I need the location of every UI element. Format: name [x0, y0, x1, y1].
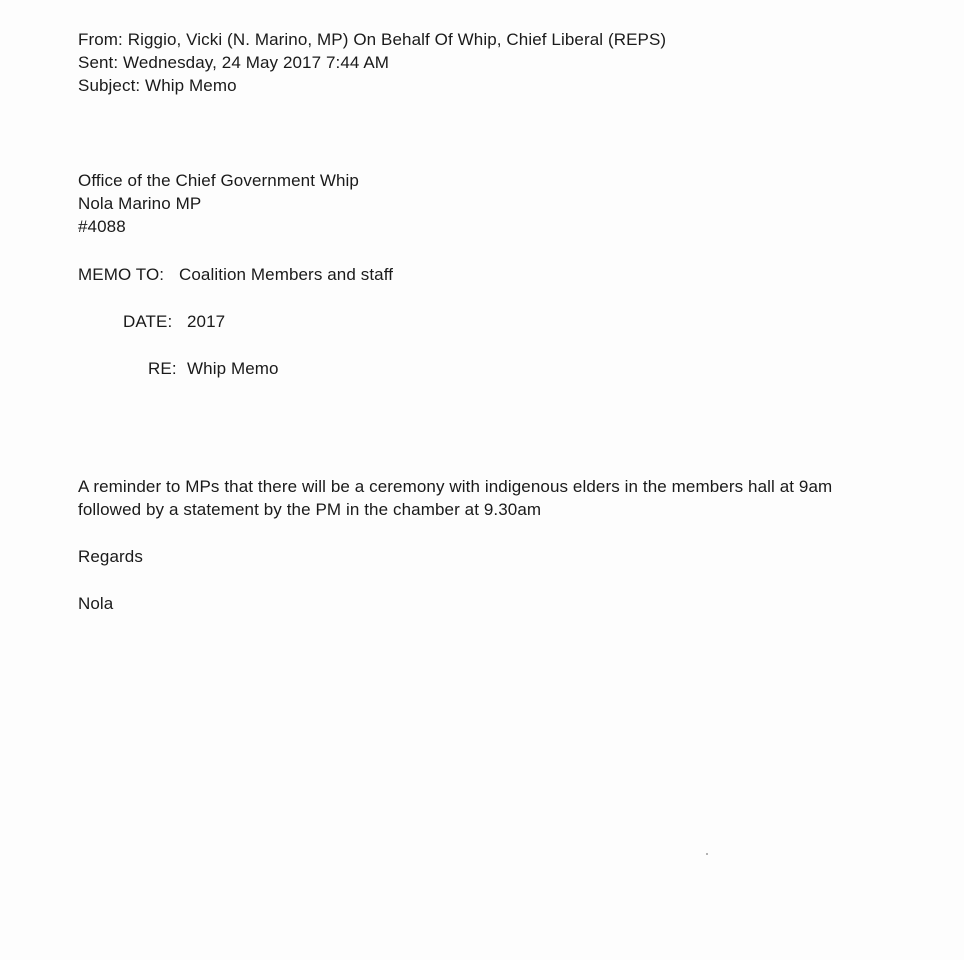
- office-name: Office of the Chief Government Whip: [78, 171, 359, 190]
- signature: Nola: [78, 594, 114, 613]
- memo-to-label: MEMO TO:: [78, 265, 165, 284]
- office-member: Nola Marino MP: [78, 194, 202, 213]
- memo-to-value: Coalition Members and staff: [179, 265, 394, 284]
- email-sent: Sent: Wednesday, 24 May 2017 7:44 AM: [78, 53, 390, 72]
- memo-date-value: 2017: [187, 312, 226, 331]
- closing: Regards: [78, 547, 143, 566]
- body-line-2: followed by a statement by the PM in the chamber at 9.30am: [78, 500, 542, 519]
- memo-date-label: DATE:: [123, 312, 173, 331]
- scan-speck: [706, 853, 708, 855]
- email-from: From: Riggio, Vicki (N. Marino, MP) On Behalf Of Whip, Chief Liberal (REPS): [78, 30, 667, 49]
- memo-re-value: Whip Memo: [187, 359, 279, 378]
- email-subject: Subject: Whip Memo: [78, 76, 237, 95]
- memo-re-label: RE:: [148, 359, 177, 378]
- office-number: #4088: [78, 217, 126, 236]
- body-line-1: A reminder to MPs that there will be a ceremony with indigenous elders in the members hall at 9am: [78, 477, 833, 496]
